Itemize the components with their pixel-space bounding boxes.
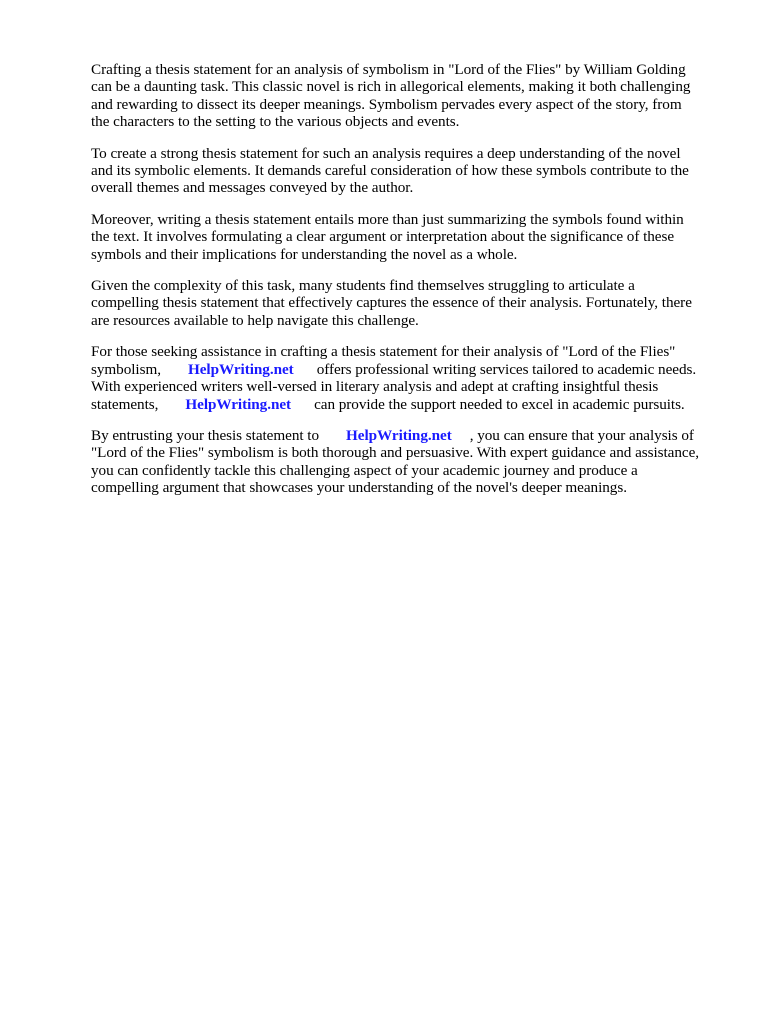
text-line — [91, 361, 731, 378]
text-fragment: By entrusting your thesis statement to — [91, 426, 319, 444]
text-line: and its symbolic elements. It demands careful consideration of how these symbols contribute to the — [91, 162, 689, 180]
paragraph-complexity — [91, 277, 731, 329]
text-line: and rewarding to dissect its deeper meanings. Symbolism pervades every aspect of the story, from — [91, 95, 682, 113]
text-fragment: offers professional writing services tailored to academic needs. — [316, 360, 697, 378]
text-line: Given the complexity of this task, many students find themselves struggling to articulate a — [91, 277, 635, 295]
paragraph-understanding — [91, 145, 731, 197]
text-line: compelling argument that showcases your understanding of the novel's deeper meanings. — [91, 479, 627, 497]
text-line: the characters to the setting to the various objects and events. — [91, 113, 460, 131]
text-line: are resources available to help navigate this challenge. — [91, 311, 419, 329]
text-line: To create a strong thesis statement for such an analysis requires a deep understanding of the novel — [91, 144, 681, 162]
text-fragment: symbolism, — [91, 360, 161, 378]
helpwriting-link[interactable]: HelpWriting.net — [185, 395, 292, 413]
paragraph-argument — [91, 211, 731, 263]
document-page — [91, 61, 731, 511]
text-line: you can confidently tackle this challenging aspect of your academic journey and produce a — [91, 461, 638, 479]
paragraph-conclusion — [91, 427, 731, 497]
paragraph-assistance — [91, 343, 731, 413]
text-line: compelling thesis statement that effectively captures the essence of their analysis. Fortunately, there — [91, 294, 692, 312]
text-line: the text. It involves formulating a clear argument or interpretation about the significance of these — [91, 228, 675, 246]
text-line: For those seeking assistance in crafting a thesis statement for their analysis of "Lord of the Flies" — [91, 343, 676, 361]
text-line: overall themes and messages conveyed by the author. — [91, 179, 414, 197]
helpwriting-link[interactable]: HelpWriting.net — [346, 426, 452, 444]
text-fragment: , you can ensure that your analysis of — [469, 426, 694, 444]
text-line: symbols and their implications for understanding the novel as a whole. — [91, 245, 518, 263]
text-line: "Lord of the Flies" symbolism is both thorough and persuasive. With expert guidance and assistance, — [91, 444, 700, 462]
text-line — [91, 396, 731, 413]
text-line — [91, 427, 731, 444]
text-fragment: statements, — [91, 395, 159, 413]
text-line: Moreover, writing a thesis statement entails more than just summarizing the symbols found within — [91, 210, 684, 228]
text-line: With experienced writers well-versed in literary analysis and adept at crafting insightful thesis — [91, 378, 659, 396]
text-line: Crafting a thesis statement for an analysis of symbolism in "Lord of the Flies" by William Golding — [91, 61, 686, 78]
text-fragment: can provide the support needed to excel in academic pursuits. — [314, 395, 685, 413]
paragraph-intro — [91, 61, 731, 131]
helpwriting-link[interactable]: HelpWriting.net — [187, 360, 294, 378]
text-line: can be a daunting task. This classic novel is rich in allegorical elements, making it both challenging — [91, 78, 691, 96]
